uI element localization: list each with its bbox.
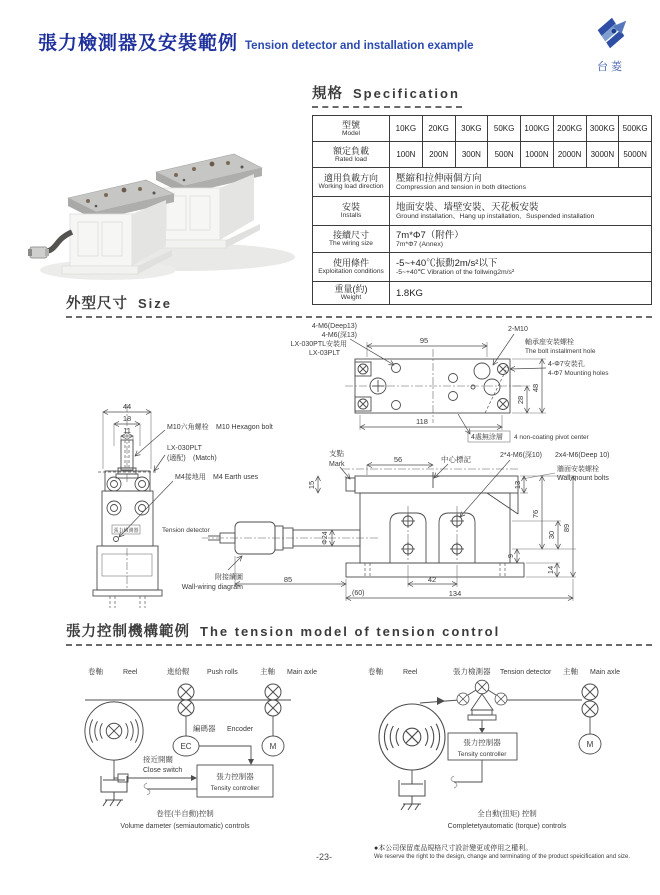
label-detector-zh: 張力檢測器 — [113, 528, 139, 534]
spec-row-installs — [313, 197, 652, 226]
spec-label-installs: 安裝 Installs — [313, 197, 390, 226]
spec-row-conditions — [313, 253, 652, 282]
label-reel-en: Reel — [123, 669, 138, 676]
controller-label-zh: 張力控制器 — [216, 772, 254, 781]
spec-row-rated — [313, 142, 652, 168]
dimension-drawings — [30, 316, 655, 616]
dim-44: 44 — [122, 402, 132, 411]
dim-60: (60) — [352, 590, 365, 597]
footer-note-en: We reserve the right to the design, change and terminating of the product speicification and size. — [374, 854, 631, 860]
label-bolt-hole-zh: 軸承座安裝螺栓 — [525, 339, 574, 346]
label-axle-zh: 主軸 — [260, 667, 275, 676]
label-axle2-zh: 主軸 — [563, 667, 578, 676]
footer-note — [374, 844, 656, 861]
side-view-drawing — [182, 448, 610, 601]
dim-30: 30 — [547, 530, 556, 540]
label-mount-holes-zh: 4-Φ7安裝孔 — [548, 361, 585, 368]
label-bolt-hole-en: The bolt installment hole — [525, 348, 596, 355]
controller2-label-en: Tensity controller — [457, 751, 507, 758]
dim-48: 48 — [531, 383, 540, 393]
spec-cell: 200N — [422, 142, 455, 168]
dim-76: 76 — [531, 509, 540, 519]
label-2x4m6-zh: 2*4-M6(深10) — [500, 452, 543, 459]
caption-right-en: Completetyautomatic (torque) controls — [447, 823, 567, 830]
label-lx030ptl: LX-030PTL安裝用 — [290, 341, 347, 348]
dim-28: 28 — [516, 395, 525, 405]
label-mount-holes-en: 4-Φ7 Mounting holes — [548, 370, 609, 377]
spec-value-weight: 1.8KG — [390, 282, 652, 305]
label-reel-zh: 卷軸 — [88, 667, 103, 676]
spec-cell: 3000N — [586, 142, 619, 168]
size-title-zh: 外型尺寸 — [66, 296, 128, 312]
label-noncoat-zh: 4處無涂層 — [471, 434, 503, 441]
label-detector-en: Tension detector — [500, 669, 552, 676]
label-mark-zh: 支點 — [329, 449, 344, 458]
label-axle-en: Main axle — [287, 669, 317, 676]
front-view-drawing — [93, 402, 273, 608]
automatic-diagram — [368, 666, 620, 830]
dim-42: 42 — [427, 575, 437, 584]
company-logo-icon — [591, 14, 631, 52]
dim-11: 11 — [123, 426, 131, 435]
spec-section-title — [312, 82, 462, 108]
dim-118: 118 — [416, 417, 428, 426]
label-reel2-zh: 卷軸 — [368, 667, 383, 676]
label-match-en: (Match) — [193, 455, 217, 462]
spec-row-wiring — [313, 226, 652, 253]
spec-cell: 1000N — [521, 142, 554, 168]
page-title-en: Tension detector and installation example — [245, 40, 474, 52]
size-title-en: Size — [138, 296, 173, 311]
spec-value-direction: 壓縮和拉伸兩個方向 Compression and tension in both ditections — [390, 168, 652, 197]
footer-note-zh: ●本公司保留產品規格尺寸設計變更或停用之權利。 — [374, 845, 533, 852]
spec-label-rated: 額定負載 Rated load — [313, 142, 390, 168]
spec-cell: 300N — [455, 142, 488, 168]
label-reel2-en: Reel — [403, 669, 418, 676]
dim-134: 134 — [448, 589, 462, 598]
spec-label-model: 型號 Model — [313, 116, 390, 142]
tension-title-zh: 張力控制機構範例 — [66, 624, 190, 640]
label-2m10: 2-M10 — [508, 326, 528, 333]
detector-unit-front — [62, 180, 174, 274]
page-title-zh: 張力檢測器及安裝範例 — [38, 33, 239, 54]
spec-row-direction — [313, 168, 652, 197]
controller-label-en: Tensity controller — [210, 785, 260, 792]
spec-cell: 500N — [488, 142, 521, 168]
spec-cell: 5000N — [619, 142, 652, 168]
dim-85: 85 — [283, 575, 293, 584]
spec-cell: 100N — [390, 142, 423, 168]
caption-left-en: Volume dameter (semiautomatic) controls — [120, 823, 250, 830]
dim-9: 9 — [506, 553, 515, 559]
spec-cell: 20KG — [422, 116, 455, 142]
label-2x4m6-en: 2x4-M6(Deep 10) — [555, 452, 610, 459]
label-wiring-zh: 附接續圖 — [215, 574, 243, 581]
spec-title-en: Specification — [353, 86, 460, 101]
caption-right-zh: 全自動(扭矩) 控制 — [477, 809, 537, 818]
label-4m6-zh: 4-M6(深13) — [321, 332, 357, 339]
label-hexbolt-en: M10 Hexagon bolt — [216, 424, 273, 431]
spec-cell: 50KG — [488, 116, 521, 142]
spec-label-wiring: 接續尺寸 The wiring size — [313, 226, 390, 253]
spec-row-model — [313, 116, 652, 142]
label-push-en: Push rolls — [207, 669, 238, 676]
spec-cell: 500KG — [619, 116, 652, 142]
motor2-symbol: M — [586, 740, 594, 749]
page-header — [38, 28, 474, 55]
company-logo-text: 台菱 — [597, 61, 625, 73]
label-axle2-en: Main axle — [590, 669, 620, 676]
tension-diagrams — [55, 652, 640, 852]
page-number: -23- — [316, 852, 333, 862]
spec-cell: 100KG — [521, 116, 554, 142]
size-section-title — [66, 292, 652, 318]
dim-13: 13 — [513, 480, 522, 490]
label-lx030plt-front: LX-030PLT — [167, 445, 202, 452]
label-match-zh: (適配) — [167, 455, 186, 462]
label-wallbolt-zh: 牆面安裝螺栓 — [557, 466, 599, 473]
label-wallbolt-en: Wall-mount bolts — [557, 475, 609, 482]
label-detector-en: Tension detector — [162, 527, 210, 534]
label-hexbolt-zh: M10六角螺栓 — [167, 424, 209, 431]
spec-cell: 2000N — [553, 142, 586, 168]
spec-cell: 30KG — [455, 116, 488, 142]
label-switch-zh: 接近開關 — [143, 755, 173, 764]
top-view-drawing — [291, 323, 610, 442]
caption-left-zh: 卷徑(半自動)控制 — [156, 809, 214, 818]
label-encoder-en: Encoder — [227, 726, 254, 733]
spec-cell: 10KG — [390, 116, 423, 142]
tension-title-en: The tension model of tension control — [200, 624, 501, 639]
dim-89: 89 — [562, 523, 571, 533]
dim-15: 15 — [307, 480, 316, 490]
spec-table — [312, 115, 652, 305]
label-4m6-en: 4-M6(Deep13) — [311, 323, 357, 330]
company-logo — [584, 14, 638, 74]
semiautomatic-diagram — [85, 666, 317, 830]
label-earth-en: M4 Earth uses — [213, 474, 259, 481]
spec-title-zh: 規格 — [312, 86, 343, 102]
spec-value-installs: 地面安裝、墙壁安裝、天花板安裝 Ground installation、Hang up installation、Suspended installation — [390, 197, 652, 226]
label-switch-en: Close switch — [143, 767, 183, 774]
label-earth-zh: M4接地用 — [175, 474, 206, 481]
dim-56: 56 — [393, 455, 403, 464]
spec-label-conditions: 使用條件 Exploitation conditions — [313, 253, 390, 282]
label-push-zh: 進給輥 — [167, 667, 190, 676]
label-encoder-zh: 編碼器 — [193, 724, 216, 733]
dim-14: 14 — [546, 565, 555, 575]
dim-95: 95 — [419, 336, 429, 345]
spec-cell: 300KG — [586, 116, 619, 142]
label-noncoat-en: 4 non-coating pivot center — [514, 434, 589, 441]
spec-cell: 200KG — [553, 116, 586, 142]
specification-section — [312, 82, 653, 305]
spec-value-wiring: 7m*Φ7（附件） 7m*Φ7 (Annex) — [390, 226, 652, 253]
spec-label-weight: 重量(約) Weight — [313, 282, 390, 305]
encoder-symbol: EC — [180, 742, 192, 751]
spec-value-conditions: -5~+40℃振動2m/s²以下 -5~+40℃ Vibration of the follwing2m/s² — [390, 253, 652, 282]
controller2-label-zh: 張力控制器 — [463, 738, 501, 747]
motor-symbol: M — [269, 742, 277, 751]
label-lx03plt: LX-03PLT — [309, 350, 340, 357]
dim-phi24: Φ24 — [322, 531, 329, 545]
product-photo — [28, 92, 303, 292]
dim-18: 18 — [122, 414, 132, 423]
label-mark-en: Mark — [329, 461, 345, 468]
spec-label-direction: 適用負載方向 Working load direction — [313, 168, 390, 197]
label-wiring-en: Wall-wiring diagram — [181, 584, 243, 591]
label-center-mark: 中心標記 — [441, 455, 471, 464]
label-detector-zh: 張力檢測器 — [453, 667, 491, 676]
cable-connector — [28, 232, 72, 258]
tension-section-title — [66, 620, 652, 646]
